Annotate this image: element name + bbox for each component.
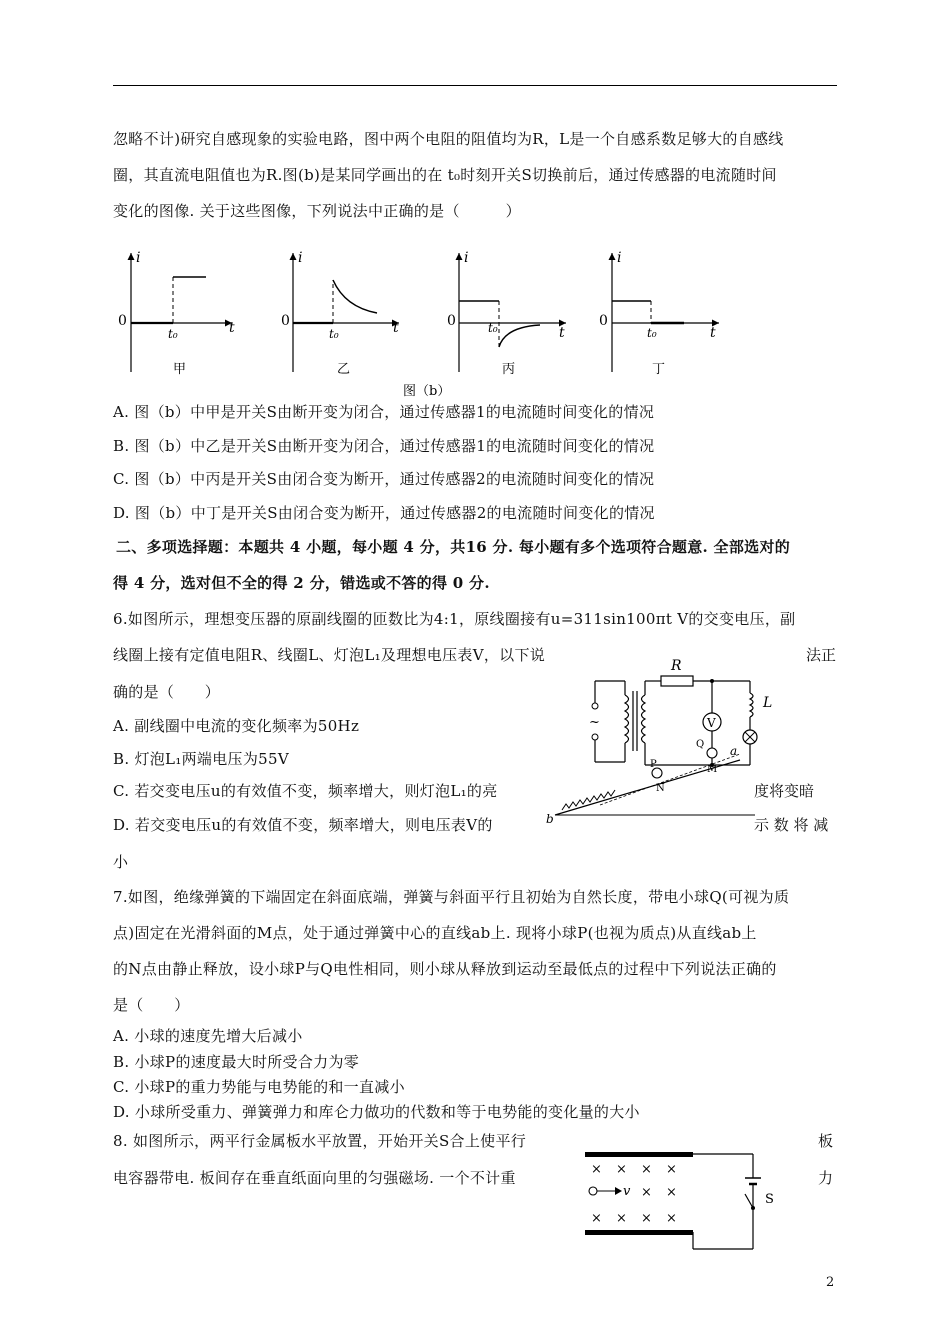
q7-option-a: A. 小球的速度先增大后减小 <box>113 1027 303 1045</box>
graph-label: 丁 <box>652 362 666 377</box>
q5-option-d: D. 图（b）中丁是开关S由闭合变为断开，通过传感器2的电流随时间变化的情况 <box>113 504 655 522</box>
ball-p-label: P <box>650 759 657 770</box>
origin-label: 0 <box>118 313 127 329</box>
axis-i-label: i <box>464 250 469 266</box>
q6-option-b: B. 灯泡L₁两端电压为55V <box>113 750 289 768</box>
magnetic-field-crosses <box>591 1162 677 1226</box>
ball-q-label: Q <box>696 739 705 750</box>
q6-line-2b: 法正 <box>806 646 837 664</box>
capacitor-field-figure <box>585 1148 785 1268</box>
svg-text:×: × <box>591 1162 602 1177</box>
axis-t-label: t <box>393 320 399 336</box>
origin-label: 0 <box>447 313 456 329</box>
svg-text:×: × <box>641 1211 652 1226</box>
header-rule <box>113 85 837 86</box>
ac-source-symbol: ~ <box>589 715 600 730</box>
q7-option-b: B. 小球P的速度最大时所受合力为零 <box>113 1053 360 1071</box>
inductor-l-label: L <box>763 695 773 711</box>
origin-label: 0 <box>281 313 290 329</box>
q8-line-1a: 8. 如图所示，两平行金属板水平放置，开始开关S合上使平行 <box>113 1132 527 1150</box>
graph-bing <box>447 250 566 377</box>
q7-line-3: 的N点由静止释放，设小球P与Q电性相同，则小球从释放到运动至最低点的过程中下列说法正确的 <box>113 960 777 978</box>
section2-header-line-2: 得 4 分，选对但不全的得 2 分，错选或不答的得 0 分. <box>113 574 490 592</box>
svg-text:×: × <box>666 1162 677 1177</box>
q8-line-2a: 电容器带电. 板间存在垂直纸面向里的匀强磁场. 一个不计重 <box>113 1169 516 1187</box>
graph-label: 乙 <box>337 362 351 377</box>
q6-option-d-part3: 小 <box>113 853 129 871</box>
q8-line-1b: 板 <box>818 1132 834 1150</box>
q5-line-3: 变化的图像. 关于这些图像，下列说法中正确的是（ ） <box>113 202 521 220</box>
q6-line-3: 确的是（ ） <box>113 683 221 701</box>
page-number: 2 <box>826 1275 835 1290</box>
switch-s-label: S <box>765 1192 774 1207</box>
t0-label: t₀ <box>329 327 339 341</box>
svg-text:×: × <box>641 1162 652 1177</box>
graph-label: 丙 <box>502 362 516 377</box>
q6-option-d-part2: 示 数 将 减 <box>754 816 829 834</box>
axis-t-label: t <box>559 325 565 341</box>
graph-label: 甲 <box>173 362 187 377</box>
q6-line-1: 6.如图所示，理想变压器的原副线圈的匝数比为4:1，原线圈接有u=311sin100πt V的交变电压，副 <box>113 610 796 628</box>
figure-caption: 图（b） <box>403 384 451 399</box>
q6-option-a: A. 副线圈中电流的变化频率为50Hz <box>113 717 360 735</box>
point-m-label: M <box>707 764 718 775</box>
svg-text:×: × <box>641 1185 652 1200</box>
q5-option-a: A. 图（b）中甲是开关S由断开变为闭合，通过传感器1的电流随时间变化的情况 <box>113 403 655 421</box>
t0-label: t₀ <box>647 326 657 340</box>
graph-jia <box>118 250 235 377</box>
transformer-circuit-figure <box>540 655 800 825</box>
point-n-label: N <box>656 783 665 794</box>
q7-line-4: 是（ ） <box>113 996 190 1014</box>
voltmeter-label: V <box>707 716 716 730</box>
q5-line-2: 圈，其直流电阻值也为R.图(b)是某同学画出的在 t₀时刻开关S切换前后，通过传感器的电流随时间 <box>113 166 777 184</box>
figure-b-graphs <box>0 245 950 415</box>
axis-i-label: i <box>617 250 622 266</box>
svg-text:×: × <box>666 1211 677 1226</box>
t0-label: t₀ <box>168 327 178 341</box>
q5-option-c: C. 图（b）中丙是开关S由闭合变为断开，通过传感器2的电流随时间变化的情况 <box>113 470 655 488</box>
svg-text:×: × <box>591 1211 602 1226</box>
point-a-label: a <box>730 744 738 758</box>
q6-option-c-part1: C. 若交变电压u的有效值不变，频率增大，则灯泡L₁的亮 <box>113 782 498 800</box>
svg-text:×: × <box>666 1185 677 1200</box>
q6-option-c-part2: 度将变暗 <box>754 782 815 800</box>
axis-t-label: t <box>710 325 716 341</box>
velocity-v-label: v <box>623 1184 631 1199</box>
graph-ding <box>599 250 719 377</box>
q7-option-c: C. 小球P的重力势能与电势能的和一直减小 <box>113 1078 405 1096</box>
q6-line-2a: 线圈上接有定值电阻R、线圈L、灯泡L₁及理想电压表V，以下说 <box>113 646 546 664</box>
q5-option-b: B. 图（b）中乙是开关S由断开变为闭合，通过传感器1的电流随时间变化的情况 <box>113 437 655 455</box>
section2-header-line-1: 二、多项选择题：本题共 4 小题，每小题 4 分，共16 分. 每小题有多个选项符合题意. 全部选对的 <box>116 538 791 556</box>
point-b-label: b <box>546 812 554 826</box>
graph-yi <box>281 250 399 377</box>
origin-label: 0 <box>599 313 608 329</box>
resistor-r-label: R <box>671 658 682 674</box>
svg-text:×: × <box>616 1162 627 1177</box>
svg-text:×: × <box>616 1211 627 1226</box>
q7-line-2: 点)固定在光滑斜面的M点，处于通过弹簧中心的直线ab上. 现将小球P(也视为质点)从直线ab上 <box>113 924 757 942</box>
axis-t-label: t <box>229 320 235 336</box>
t0-label: t₀ <box>488 321 498 335</box>
q8-line-2b: 力 <box>818 1169 834 1187</box>
q7-line-1: 7.如图，绝缘弹簧的下端固定在斜面底端，弹簧与斜面平行且初始为自然长度，带电小球Q(可视为质 <box>113 888 790 906</box>
axis-i-label: i <box>136 250 141 266</box>
q5-line-1: 忽略不计)研究自感现象的实验电路，图中两个电阻的阻值均为R，L是一个自感系数足够大的自感线 <box>113 130 784 148</box>
axis-i-label: i <box>298 250 303 266</box>
q6-option-d-part1: D. 若交变电压u的有效值不变，频率增大，则电压表V的 <box>113 816 493 834</box>
q7-option-d: D. 小球所受重力、弹簧弹力和库仑力做功的代数和等于电势能的变化量的大小 <box>113 1103 640 1121</box>
